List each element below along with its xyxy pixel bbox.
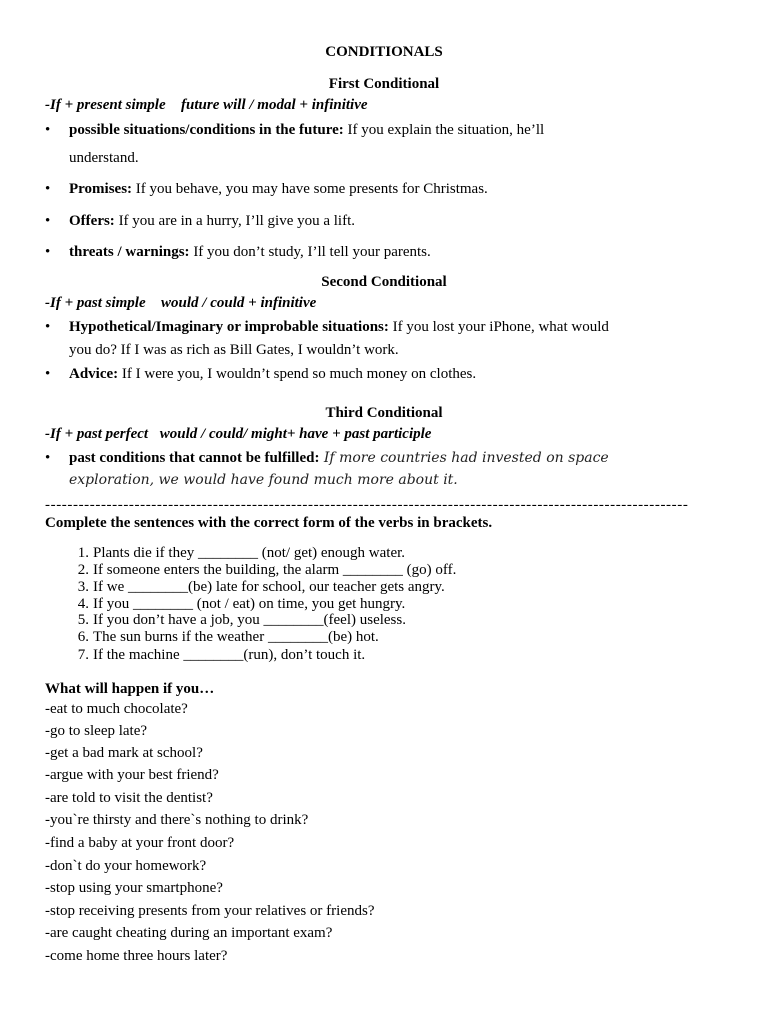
question-item: -go to sleep late? xyxy=(45,723,148,739)
exercise-sentence: If we ________(be) late for school, our teacher gets angry. xyxy=(93,579,445,595)
question-item: -argue with your best friend? xyxy=(45,767,219,783)
bullet-icon: • xyxy=(45,213,51,229)
third-conditional-heading: Third Conditional xyxy=(325,405,443,421)
bullet-icon: • xyxy=(45,244,51,260)
bullet-label: Promises: xyxy=(69,181,133,197)
item-number: 5. xyxy=(77,612,89,628)
bullet-icon: • xyxy=(45,366,51,382)
bullet-label: Advice: xyxy=(69,366,119,382)
bullet-text: If you lost your iPhone, what would xyxy=(388,319,609,335)
section-divider: ------------------------------------------------------------------------------------------------------------------- xyxy=(45,497,689,513)
question-item: -are caught cheating during an important exam? xyxy=(45,925,333,941)
bullet-example: If more countries had invested on space xyxy=(319,450,609,466)
item-number: 3. xyxy=(77,579,89,595)
second-conditional-heading: Second Conditional xyxy=(321,274,447,290)
bullet-icon: • xyxy=(45,122,51,138)
second-conditional-formula: -If + past simple would / could + infinitive xyxy=(45,295,305,311)
question-item: -get a bad mark at school? xyxy=(45,745,203,761)
item-number: 1. xyxy=(77,545,89,561)
item-number: 2. xyxy=(77,562,89,578)
bullet-text: If I were you, I wouldn’t spend so much money on clothes. xyxy=(118,366,477,382)
bullet-label: Hypothetical/Imaginary or improbable situations: xyxy=(69,319,389,335)
third-bullet-1 xyxy=(69,450,609,467)
bullet-label: threats / warnings: xyxy=(69,244,190,260)
first-bullet-3 xyxy=(69,213,355,230)
question-item: -stop receiving presents from your relatives or friends? xyxy=(45,903,375,919)
exercise-sentence: If you don’t have a job, you ________(feel) useless. xyxy=(93,612,406,628)
item-number: 4. xyxy=(77,596,89,612)
question-item: -find a baby at your front door? xyxy=(45,835,235,851)
item-number: 6. xyxy=(77,629,89,645)
second-bullet-2 xyxy=(69,366,476,383)
bullet-label: Offers: xyxy=(69,213,115,229)
page-title: CONDITIONALS xyxy=(325,44,443,60)
third-conditional-formula: -If + past perfect would / could/ might+ have + past participle xyxy=(45,426,424,442)
bullet-text: If you are in a hurry, I’ll give you a lift. xyxy=(114,213,356,229)
exercise-sentence: If the machine ________(run), don’t touch it. xyxy=(93,647,366,663)
bullet-text: If you don’t study, I’ll tell your parents. xyxy=(189,244,431,260)
third-bullet-1-cont: exploration, we would have found much more about it. xyxy=(69,472,458,488)
first-bullet-1-cont: understand. xyxy=(69,150,139,166)
first-bullet-2 xyxy=(69,181,488,198)
bullet-label: past conditions that cannot be fulfilled: xyxy=(69,450,320,466)
exercise-sentence: If you ________ (not / eat) on time, you get hungry. xyxy=(93,596,406,612)
second-bullet-1-cont: you do? If I was as rich as Bill Gates, I wouldn’t work. xyxy=(69,342,399,358)
questions-heading: What will happen if you… xyxy=(45,681,215,697)
exercise-instruction: Complete the sentences with the correct form of the verbs in brackets. xyxy=(45,515,493,531)
item-number: 7. xyxy=(77,647,89,663)
question-item: -you`re thirsty and there`s nothing to drink? xyxy=(45,812,309,828)
exercise-sentence: Plants die if they ________ (not/ get) enough water. xyxy=(93,545,406,561)
question-item: -are told to visit the dentist? xyxy=(45,790,213,806)
first-bullet-4 xyxy=(69,244,431,261)
question-item: -stop using your smartphone? xyxy=(45,880,223,896)
first-conditional-formula: -If + present simple future will / modal + infinitive xyxy=(45,97,356,113)
first-conditional-heading: First Conditional xyxy=(328,76,440,92)
second-bullet-1 xyxy=(69,319,609,336)
first-bullet-1 xyxy=(69,122,544,139)
bullet-text: If you behave, you may have some presents for Christmas. xyxy=(132,181,488,197)
bullet-icon: • xyxy=(45,181,51,197)
bullet-icon: • xyxy=(45,450,51,466)
question-item: -come home three hours later? xyxy=(45,948,228,964)
exercise-sentence: If someone enters the building, the alarm ________ (go) off. xyxy=(93,562,457,578)
exercise-sentence: The sun burns if the weather ________(be) hot. xyxy=(93,629,379,645)
bullet-icon: • xyxy=(45,319,51,335)
bullet-label: possible situations/conditions in the future: xyxy=(69,122,344,138)
question-item: -don`t do your homework? xyxy=(45,858,207,874)
question-item: -eat to much chocolate? xyxy=(45,701,188,717)
bullet-text: If you explain the situation, he’ll xyxy=(343,122,545,138)
